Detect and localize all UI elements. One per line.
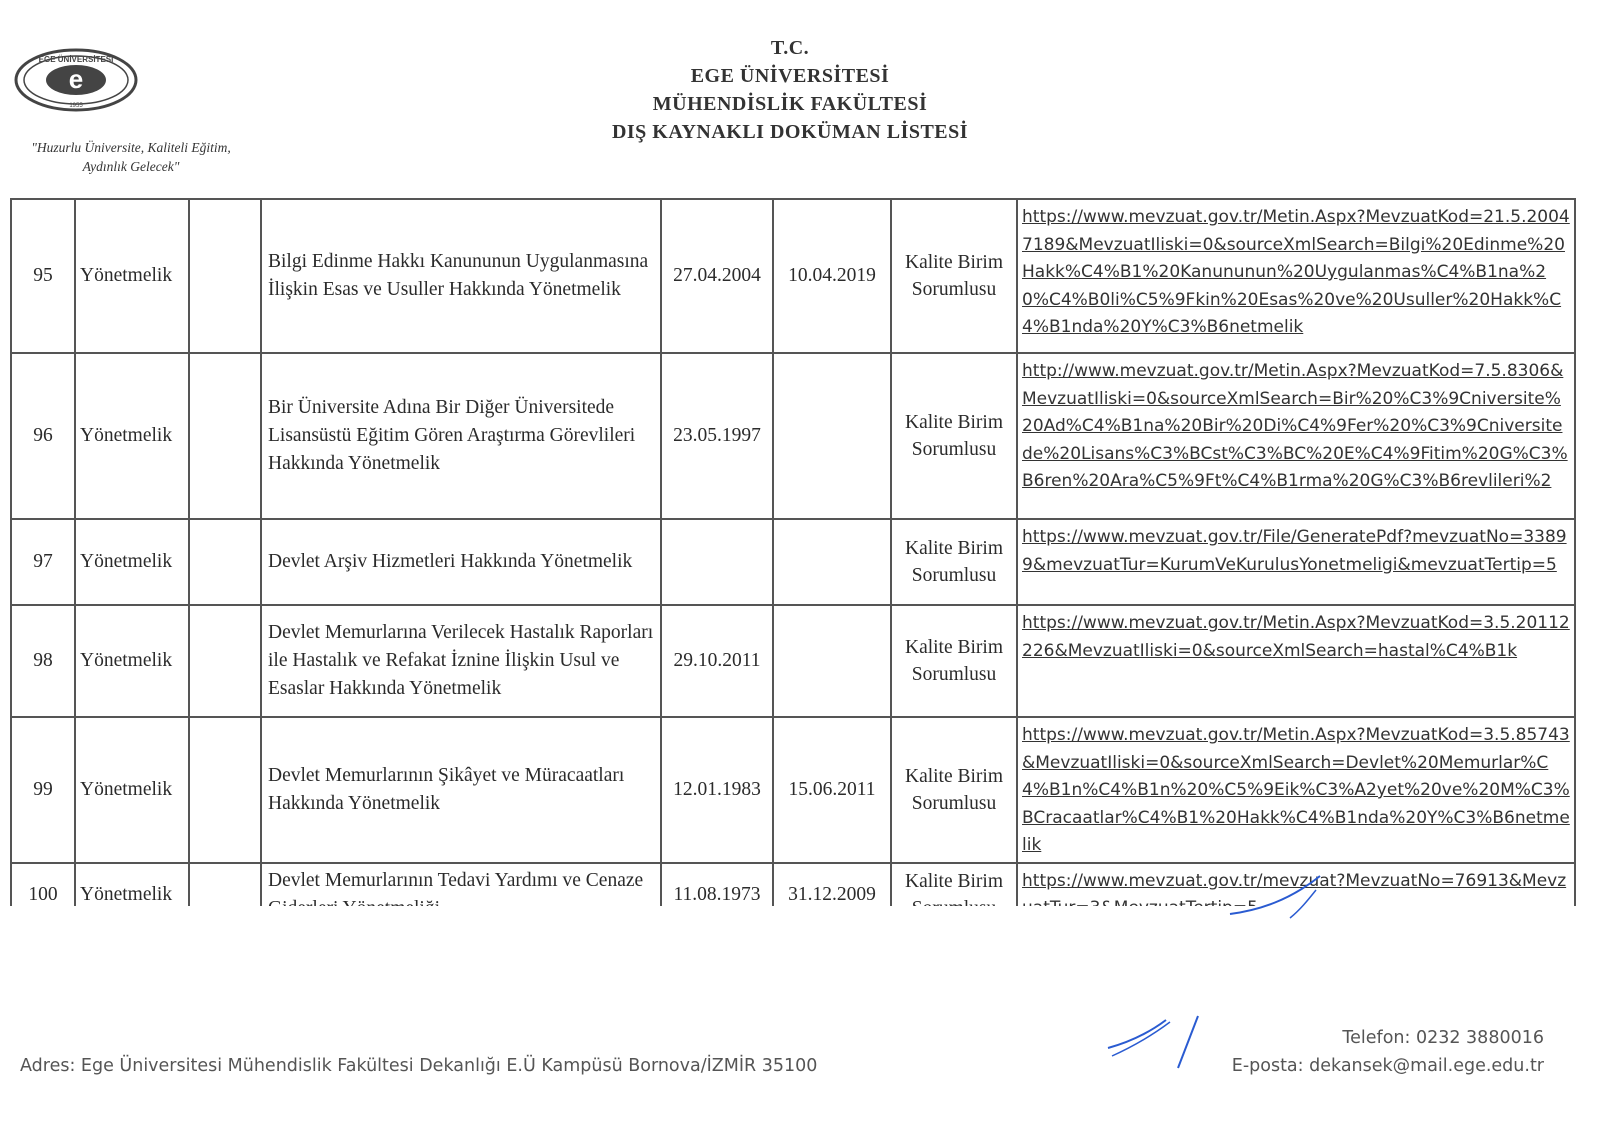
row-responsible	[891, 199, 1017, 353]
document-title	[480, 34, 1100, 146]
row-url-link[interactable]: https://www.mevzuat.gov.tr/File/GeneratePdf?mevzuatNo=33899&mevzuatTur=KurumVeKurulusYonetmeligi&mevzuatTertip=5	[1017, 519, 1575, 605]
row-document-name: Devlet Memurlarına Verilecek Hastalık Raporları ile Hastalık ve Refakat İznine İlişkin Usul ve Esaslar Hakkında Yönetmelik	[261, 605, 661, 717]
responsible-line-1: Kalite Birim	[904, 252, 1004, 273]
responsible-line-1: Kalite Birim	[904, 765, 1004, 787]
row-empty-cell	[189, 605, 261, 717]
row-url-link[interactable]: http://www.mevzuat.gov.tr/Metin.Aspx?MevzuatKod=7.5.8306&MevzuatIliski=0&sourceXmlSearch=Bir%20%C3%9Cniversite%20Ad%C4%B1na%20Bir%20Di%C4%9Fer%20%C3%9Cniversitede%20Lisans%C3%BCst%C3%BC%20E%C4%9Fitim%20G%C3%B6ren%20Ara%C5%9Ft%C4%B1rma%20G%C3%B6revlileri%2	[1017, 353, 1575, 519]
row-number: 95	[11, 199, 75, 353]
footer-email: E-posta: dekansek@mail.ege.edu.tr	[1231, 1056, 1544, 1076]
footer-address: Adres: Ege Üniversitesi Mühendislik Fakültesi Dekanlığı E.Ü Kampüsü Bornova/İZMİR 35100	[20, 1056, 818, 1076]
row-date-2	[773, 353, 891, 519]
row-number: 97	[11, 519, 75, 605]
table-row	[11, 199, 1575, 353]
responsible-line-2: Sorumlusu	[911, 565, 997, 586]
row-number: 99	[11, 717, 75, 863]
row-date-2	[773, 519, 891, 605]
title-line-university: EGE ÜNİVERSİTESİ	[690, 65, 890, 87]
row-type: Yönetmelik	[75, 605, 189, 717]
ege-university-logo	[14, 48, 138, 112]
row-date-2: 10.04.2019	[773, 199, 891, 353]
row-url-link[interactable]: https://www.mevzuat.gov.tr/Metin.Aspx?MevzuatKod=3.5.20112226&MevzuatIliski=0&sourceXmlSearch=hastal%C4%B1k	[1017, 605, 1575, 717]
motto	[6, 138, 256, 176]
row-responsible	[891, 519, 1017, 605]
row-date-1: 12.01.1983	[661, 717, 773, 863]
row-responsible	[891, 717, 1017, 863]
logo-year: 1955	[69, 103, 83, 109]
row-type: Yönetmelik	[75, 863, 189, 927]
row-empty-cell	[189, 519, 261, 605]
title-line-faculty: MÜHENDİSLİK FAKÜLTESİ	[652, 93, 928, 115]
row-date-1: 29.10.2011	[661, 605, 773, 717]
row-document-name: Bir Üniversite Adına Bir Diğer Üniversitede Lisansüstü Eğitim Gören Araştırma Görevlileri Hakkında Yönetmelik	[261, 353, 661, 519]
svg-text:e: e	[68, 64, 84, 94]
row-url-link[interactable]: https://www.mevzuat.gov.tr/Metin.Aspx?MevzuatKod=21.5.20047189&MevzuatIliski=0&sourceXmlSearch=Bilgi%20Edinme%20Hakk%C4%B1%20Kanununun%20Uygulanmas%C4%B1na%20%C4%B0li%C5%9Fkin%20Esas%20ve%20Usuller%20Hakk%C4%B1nda%20Y%C3%B6netmelik	[1017, 199, 1575, 353]
row-empty-cell	[189, 199, 261, 353]
row-date-2: 31.12.2009	[773, 863, 891, 927]
responsible-line-2: Sorumlusu	[911, 439, 997, 460]
row-type: Yönetmelik	[75, 353, 189, 519]
responsible-line-2: Sorumlusu	[911, 664, 997, 685]
row-type: Yönetmelik	[75, 199, 189, 353]
responsible-line-1: Kalite Birim	[904, 538, 1004, 559]
responsible-line-1: Kalite Birim	[904, 412, 1004, 433]
title-line-list: DIŞ KAYNAKLI DOKÜMAN LİSTESİ	[611, 121, 969, 143]
motto-line-1: "Huzurlu Üniversite, Kaliteli Eğitim,	[31, 140, 231, 155]
table-row	[11, 353, 1575, 519]
title-line-tc: T.C.	[770, 37, 810, 59]
row-date-1: 23.05.1997	[661, 353, 773, 519]
row-type: Yönetmelik	[75, 519, 189, 605]
row-responsible	[891, 605, 1017, 717]
table-row	[11, 605, 1575, 717]
footer-contact	[1232, 1024, 1544, 1080]
table-row	[11, 519, 1575, 605]
row-responsible	[891, 353, 1017, 519]
responsible-line-1: Kalite Birim	[904, 637, 1004, 658]
logo-text: EGE ÜNİVERSİTESİ	[38, 55, 114, 64]
row-empty-cell	[189, 717, 261, 863]
row-document-name: Devlet Arşiv Hizmetleri Hakkında Yönetmelik	[261, 519, 661, 605]
responsible-line-2: Sorumlusu	[911, 792, 997, 814]
table-row	[11, 717, 1575, 863]
row-document-name: Devlet Memurlarının Tedavi Yardımı ve Cenaze	[261, 863, 661, 927]
footer-phone: Telefon: 0232 3880016	[1342, 1028, 1544, 1048]
row-date-2: 15.06.2011	[773, 717, 891, 863]
row-number: 100	[11, 863, 75, 927]
responsible-line-1: Kalite Birim	[904, 871, 1004, 892]
document-table	[10, 198, 1576, 927]
row-url-link[interactable]: https://www.mevzuat.gov.tr/mevzuat?MevzuatNo=76913&Mevz	[1017, 863, 1575, 927]
row-number: 96	[11, 353, 75, 519]
row-document-name: Devlet Memurlarının Şikâyet ve Müracaatları Hakkında Yönetmelik	[261, 717, 661, 863]
row-date-1: 11.08.1973	[661, 863, 773, 927]
row-date-1	[661, 519, 773, 605]
motto-line-2: Aydınlık Gelecek"	[82, 159, 180, 174]
signature-mark-footer	[1100, 1012, 1210, 1072]
row-empty-cell	[189, 353, 261, 519]
signature-mark-table	[1220, 870, 1340, 920]
row-number: 98	[11, 605, 75, 717]
row-date-1: 27.04.2004	[661, 199, 773, 353]
row-date-2	[773, 605, 891, 717]
responsible-line-2: Sorumlusu	[911, 279, 997, 300]
row-url-link[interactable]: https://www.mevzuat.gov.tr/Metin.Aspx?MevzuatKod=3.5.85743&MevzuatIliski=0&sourceXmlSearch=Devlet%20Memurlar%C4%B1n%C4%B1n%20%C5%9Eik%C3%A2yet%20ve%20M%C3%BCracaatlar%C4%B1%20Hakk%C4%B1nda%20Y%C3%B6netmelik	[1017, 717, 1575, 863]
row-document-name: Bilgi Edinme Hakkı Kanununun Uygulanmasına İlişkin Esas ve Usuller Hakkında Yönetmelik	[261, 199, 661, 353]
page-cutoff-area	[0, 906, 1600, 1122]
row-type: Yönetmelik	[75, 717, 189, 863]
